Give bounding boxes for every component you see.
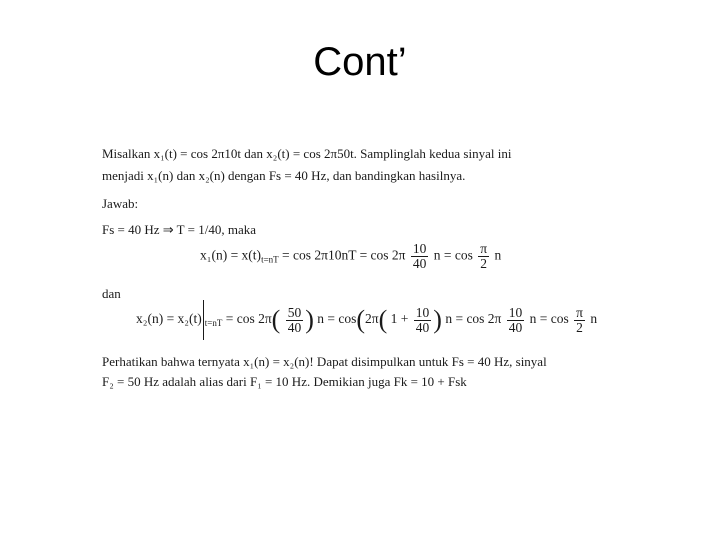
eq2-subscript: t=nT [204, 318, 223, 329]
eq2-p1: = cos 2π [225, 311, 272, 327]
eq2-p6: n = cos [529, 311, 569, 327]
slide-title: Cont’ [313, 40, 407, 84]
eq2-p3: 2π [365, 311, 379, 327]
eq1-mid: = cos 2π10nT = cos 2π [282, 247, 406, 263]
answer-line-1: Fs = 40 Hz ⇒ T = 1/40, maka [102, 222, 256, 237]
connector-text: dan [102, 286, 121, 301]
eq1-end: n [494, 247, 502, 263]
equation-2: x₂(n) = x₂(t) $_{t=nT}$ = cos 2π( $\frac{50}{40}$ ) n = cos(2π( 1 + $\frac{10}{40}$ ) n = cos 2π $\frac{10}{40}$ n = cos $\frac{\pi}{2}$ n [136, 300, 597, 340]
eq1-lhs: x₁(n) = x(t) [200, 247, 262, 263]
equation-1 [200, 242, 501, 271]
eq2-lhs: x₂(n) = x₂(t) [136, 311, 202, 327]
eq1-fraction-pi: $\frac{\pi}{2}$ [480, 241, 488, 271]
eq2-fraction-2: $\frac{10}{40}$ [415, 304, 430, 335]
eq2-fraction-1: $\frac{50}{40}$ [287, 304, 302, 335]
eval-bar [203, 300, 204, 340]
eq1-subscript: t=nT [261, 254, 279, 265]
eq2-fraction-3: $\frac{10}{40}$ [508, 304, 523, 335]
eq2-p5: n = cos 2π [445, 311, 502, 327]
eq1-fraction: $\frac{10}{40}$ [412, 241, 427, 271]
eq2-end: n [590, 311, 598, 327]
conclusion-line-2: F₂ = 50 Hz adalah alias dari F₁ = 10 Hz. Demikian juga Fk = 10 + Fsk [102, 374, 467, 389]
answer-label: Jawab: [102, 196, 139, 211]
problem-line-2: menjadi x₁(n) dan x₂(n) dengan Fs = 40 Hz, dan bandingkan hasilnya. [102, 168, 466, 183]
eq2-fraction-pi: $\frac{\pi}{2}$ [576, 304, 583, 335]
eq2-p2: n = cos [317, 311, 357, 327]
eq1-mid2: n = cos [433, 247, 473, 263]
eq2-p4: 1 + [390, 311, 409, 327]
problem-line-1: Misalkan x₁(t) = cos 2π10t dan x₂(t) = cos 2π50t. Samplinglah kedua sinyal ini [102, 146, 512, 161]
conclusion-line-1: Perhatikan bahwa ternyata x₁(n) = x₂(n)! Dapat disimpulkan untuk Fs = 40 Hz, sinyal [102, 354, 547, 369]
